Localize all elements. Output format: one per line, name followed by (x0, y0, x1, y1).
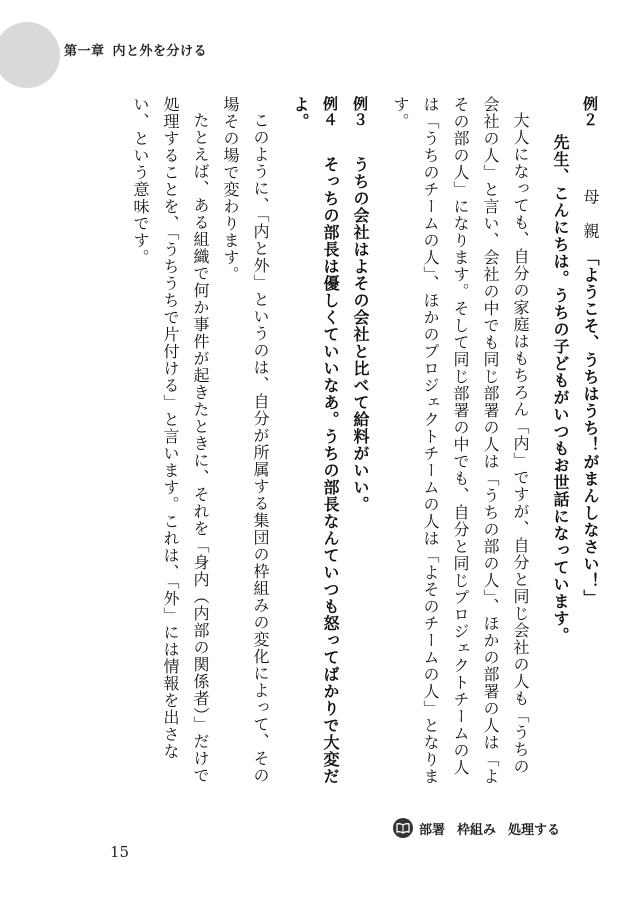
example-4 (285, 96, 345, 786)
keyword-shori: 処理する (508, 822, 561, 838)
vertical-body-text (60, 96, 605, 786)
page-header (0, 0, 638, 96)
page-number: 15 (110, 843, 130, 861)
example-3-label: 例３ (351, 96, 369, 128)
paragraph-1: 大人になっても、自分の家庭はもちろん「内」ですが、自分と同じ会社の人も「うちの会社の人」と言い、会社の中でも同じ部署の人は「うちの部の人」、ほかの部署の人は「よその部の人」になります。そして同じ部署の中でも、自分と同じプロジェクトチームの人は「うちのチームの人」、ほかのプロジェクトチームの人は「よそのチームの人」となります。 (391, 96, 530, 785)
keyword-wakugumi: 枠組み (457, 822, 497, 838)
book-icon (393, 818, 413, 838)
mother-line: 「ようこそ、うちはうち！がまんしなさい！」 (581, 249, 600, 607)
example-2 (575, 96, 605, 786)
example-4-label: 例４ (321, 96, 339, 128)
keyword-box (393, 818, 560, 838)
example-4-line: そっちの部長は優しくていいなあ。うちの部長なんていつも怒ってばかりで大変だよ。 (291, 96, 340, 786)
paragraph-2: このように、「内と外」というのは、自分が所属する集団の枠組みの変化によって、その場その場で変わります。 (221, 96, 270, 784)
chapter-marker-circle (0, 22, 60, 88)
example-2-line-2 (545, 96, 575, 786)
example-3-line: うちの会社はよその会社と比べて給料がいい。 (351, 156, 370, 514)
mother-speaker: 母 親 (581, 188, 600, 240)
example-2-label: 例２ (581, 96, 599, 128)
chapter-title: 内と外を分ける (112, 44, 208, 59)
paragraph-3: たとえば、ある組織で何か事件が起きたときに、それを「身内（内部の関係者）」だけで処理することを、「うちうちで片付ける」と言います。これは、「外」には情報を出さない、という意味です。 (131, 96, 210, 784)
chapter-heading (64, 40, 207, 59)
example-3 (345, 96, 375, 786)
chapter-number: 第一章 (64, 44, 105, 59)
example-2-teacher-line: 先生、こんにちは。うちの子どもがいつもお世話になっています。 (551, 134, 570, 644)
keyword-busho: 部署 (419, 822, 446, 838)
